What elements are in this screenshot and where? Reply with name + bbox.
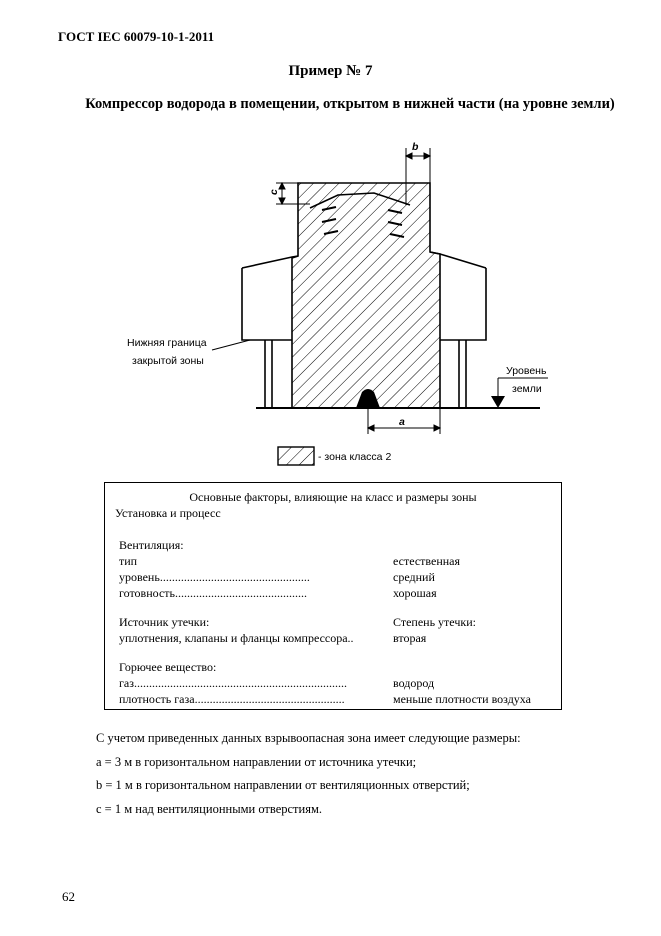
density-value: меньше плотности воздуха	[393, 692, 531, 706]
ventilation-type-label: тип	[119, 554, 138, 568]
source-value: вторая	[393, 631, 427, 645]
gas-value: водород	[393, 676, 435, 690]
ventilation-level-value: средний	[393, 570, 435, 584]
conclusion-c: c = 1 м над вентиляционными отверстиям.	[96, 802, 322, 816]
ventilation-heading: Вентиляция:	[119, 538, 184, 552]
label-b: b	[412, 141, 419, 153]
page-number: 62	[62, 889, 75, 904]
lower-boundary-leader	[212, 340, 250, 350]
example-subtitle: Компрессор водорода в помещении, открытом в нижней части (на уровне земли)	[85, 96, 615, 112]
label-c: c	[268, 189, 280, 195]
gas-label: газ.......................................................................	[119, 676, 347, 690]
conclusion-b: b = 1 м в горизонтальном направлении от вентиляционных отверстий;	[96, 778, 470, 792]
document-header: ГОСТ IEC 60079-10-1-2011	[58, 29, 215, 44]
legend-label: - зона класса 2	[318, 451, 392, 463]
legend-swatch	[278, 447, 314, 465]
ventilation-availability-value: хорошая	[393, 586, 437, 600]
ground-level-label-line2: земли	[512, 383, 542, 395]
source-label: уплотнения, клапаны и фланцы компрессора..	[119, 631, 354, 645]
release-heading: Степень утечки:	[393, 615, 476, 629]
density-label: плотность газа..................................................	[119, 692, 345, 706]
label-a: a	[399, 416, 405, 428]
compressor-diagram	[0, 140, 661, 480]
source-heading: Источник утечки:	[119, 615, 210, 629]
factors-table	[104, 482, 562, 710]
conclusion-intro: С учетом приведенных данных взрывоопасная зона имеет следующие размеры:	[96, 731, 521, 745]
factors-title: Основные факторы, влияющие на класс и размеры зоны	[189, 490, 477, 504]
ground-level-label-line1: Уровень	[506, 365, 547, 377]
ventilation-availability-label: готовность............................................	[119, 586, 307, 600]
ventilation-type-value: естественная	[393, 554, 461, 568]
installation-label: Установка и процесс	[115, 506, 221, 520]
lower-boundary-label-line2: закрытой зоны	[132, 355, 204, 367]
ventilation-level-label: уровень..................................................	[119, 570, 310, 584]
zone-class2-area	[292, 183, 440, 408]
lower-boundary-label-line1: Нижняя граница	[127, 337, 207, 349]
example-title: Пример № 7	[288, 63, 373, 79]
conclusion-a: a = 3 м в горизонтальном направлении от источника утечки;	[96, 755, 417, 769]
substance-heading: Горючее вещество:	[119, 660, 217, 674]
